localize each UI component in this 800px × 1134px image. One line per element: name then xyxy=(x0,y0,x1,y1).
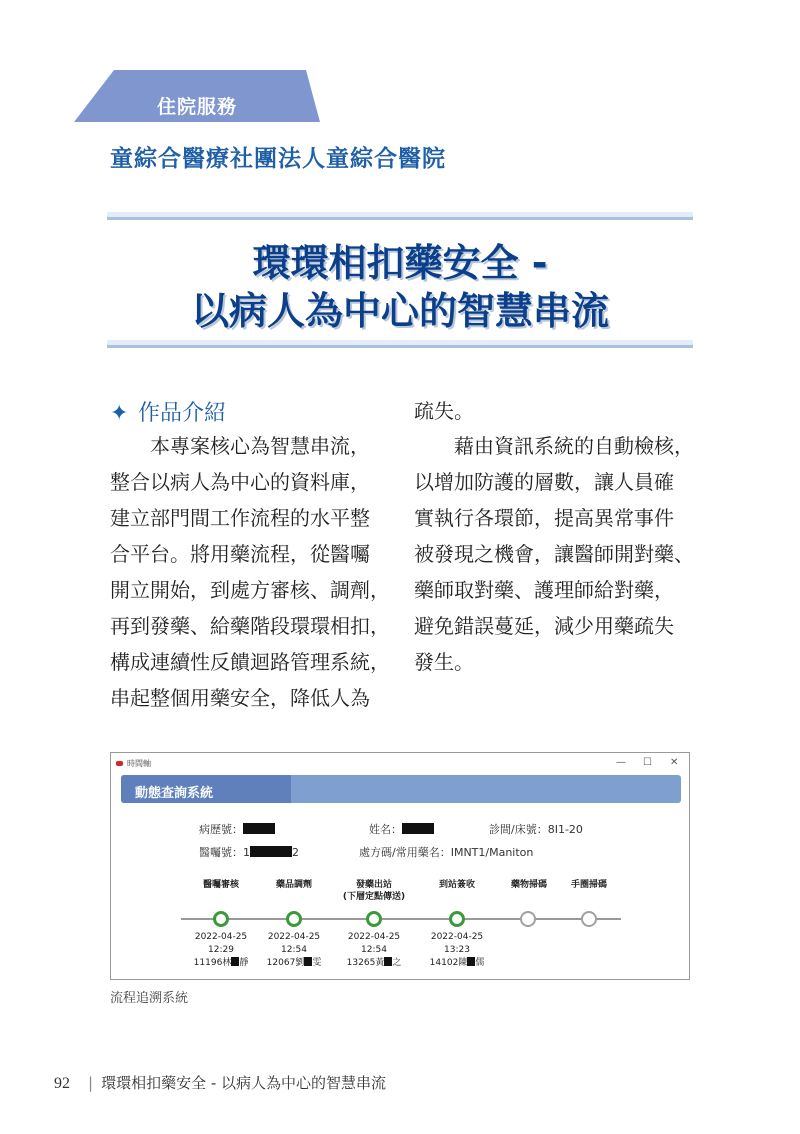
body-line: 藉由資訊系統的自動檢核， xyxy=(414,434,694,458)
step-node-pending[interactable] xyxy=(520,911,536,927)
body-line: 構成連續性反饋迴路管理系統， xyxy=(110,650,390,674)
body-line: 合平台。將用藥流程，從醫囑 xyxy=(110,542,370,566)
step-label: 藥品調劑 xyxy=(275,880,312,890)
body-right-column xyxy=(414,428,704,680)
window-titlebar xyxy=(111,753,689,775)
maximize-icon[interactable]: ☐ xyxy=(643,757,652,768)
step-staff: 12067劉 雯 xyxy=(266,958,322,968)
window-title: 時間軸 xyxy=(127,759,151,768)
step-time: 12:54 xyxy=(361,945,387,955)
step-node-done[interactable] xyxy=(213,911,229,927)
minimize-icon[interactable]: — xyxy=(616,757,626,768)
patient-name xyxy=(369,821,434,837)
timeline-track xyxy=(181,918,621,920)
body-right-continuation xyxy=(414,393,704,429)
system-screenshot xyxy=(110,752,690,980)
order-suffix: 2 xyxy=(292,846,299,859)
page-footer xyxy=(54,1072,386,1093)
step-date: 2022-04-25 xyxy=(347,932,401,942)
step-staff: 14102陳 儒 xyxy=(429,958,485,968)
body-line: 再到發藥、給藥階段環環相扣， xyxy=(110,614,390,638)
body-line: 發生。 xyxy=(414,650,474,674)
step-date: 2022-04-25 xyxy=(267,932,321,942)
step-label: 醫囑審核 xyxy=(202,880,239,890)
step-sublabel: (下層定點傳送) xyxy=(342,892,406,902)
body-line: 整合以病人為中心的資料庫， xyxy=(110,470,370,494)
step-detail xyxy=(249,931,339,970)
body-line: 建立部門間工作流程的水平整 xyxy=(110,506,370,530)
step-detail xyxy=(329,931,419,970)
step-staff: 13265黃 之 xyxy=(346,958,402,968)
clinic-bed: 診間/床號：8I1-20 xyxy=(489,823,583,836)
hospital-name: 童綜合醫療社團法人童綜合醫院 xyxy=(110,146,446,172)
step-node-done[interactable] xyxy=(366,911,382,927)
title-line-2: 以病人為中心的智慧串流 xyxy=(190,289,609,333)
body-line: 開立開始，到處方審核、調劑， xyxy=(110,578,390,602)
redaction xyxy=(250,846,292,857)
step-label: 到站簽收 xyxy=(438,880,475,890)
step-time: 12:54 xyxy=(281,945,307,955)
drug-code: 處方碼/常用藥名：IMNT1/Maniton xyxy=(359,846,534,859)
order-number xyxy=(199,844,299,860)
tab-label: 住院服務 xyxy=(156,96,237,118)
body-line: 避免錯誤蔓延，減少用藥疏失 xyxy=(414,614,674,638)
title-rule-bottom xyxy=(107,340,693,348)
close-icon[interactable]: ✕ xyxy=(670,757,679,768)
body-left-column xyxy=(110,428,390,716)
step-time: 13:23 xyxy=(444,945,470,955)
order-label: 醫囑號：1 xyxy=(199,846,250,859)
name-label: 姓名： xyxy=(369,823,402,836)
body-line: 本專案核心為智慧串流， xyxy=(110,434,370,458)
title-line-1: 環環相扣藥安全 - xyxy=(252,241,548,285)
step-date: 2022-04-25 xyxy=(430,932,484,942)
step-time: 12:29 xyxy=(208,945,234,955)
step-node-done[interactable] xyxy=(286,911,302,927)
body-line: 疏失。 xyxy=(414,399,474,423)
body-line: 實執行各環節，提高異常事件 xyxy=(414,506,674,530)
redaction xyxy=(402,823,434,834)
section-heading-text: 作品介紹 xyxy=(138,401,227,426)
step-label: 發藥出站 xyxy=(355,880,392,890)
body-line: 藥師取對藥、護理師給對藥， xyxy=(414,578,674,602)
step-node-pending[interactable] xyxy=(581,911,597,927)
body-line: 以增加防護的層數，讓人員確 xyxy=(414,470,674,494)
record-label: 病歷號： xyxy=(199,823,243,836)
page-number: 92 xyxy=(54,1075,70,1092)
step-staff: 11196林 靜 xyxy=(193,958,249,968)
body-line: 串起整個用藥安全，降低人為 xyxy=(110,686,370,710)
body-line: 被發現之機會，讓醫師開對藥、 xyxy=(414,542,694,566)
step-date: 2022-04-25 xyxy=(194,932,248,942)
figure-caption: 流程追溯系統 xyxy=(110,991,189,1006)
step-node-done[interactable] xyxy=(449,911,465,927)
step-label: 藥物掃碼 xyxy=(510,880,547,890)
redaction xyxy=(243,823,275,834)
sparkle-icon: ✦ xyxy=(110,401,129,426)
step-label: 手圈掃碼 xyxy=(570,880,607,890)
app-icon xyxy=(116,761,123,766)
step-detail xyxy=(412,931,502,970)
section-tab xyxy=(74,70,320,122)
title-rule-top xyxy=(107,212,693,220)
section-heading xyxy=(110,396,226,427)
footer-separator: | xyxy=(88,1074,94,1092)
app-title: 動態查詢系統 xyxy=(135,786,214,801)
record-number xyxy=(199,821,275,837)
footer-title: 環環相扣藥安全 - 以病人為中心的智慧串流 xyxy=(101,1074,387,1092)
app-header xyxy=(121,775,681,803)
